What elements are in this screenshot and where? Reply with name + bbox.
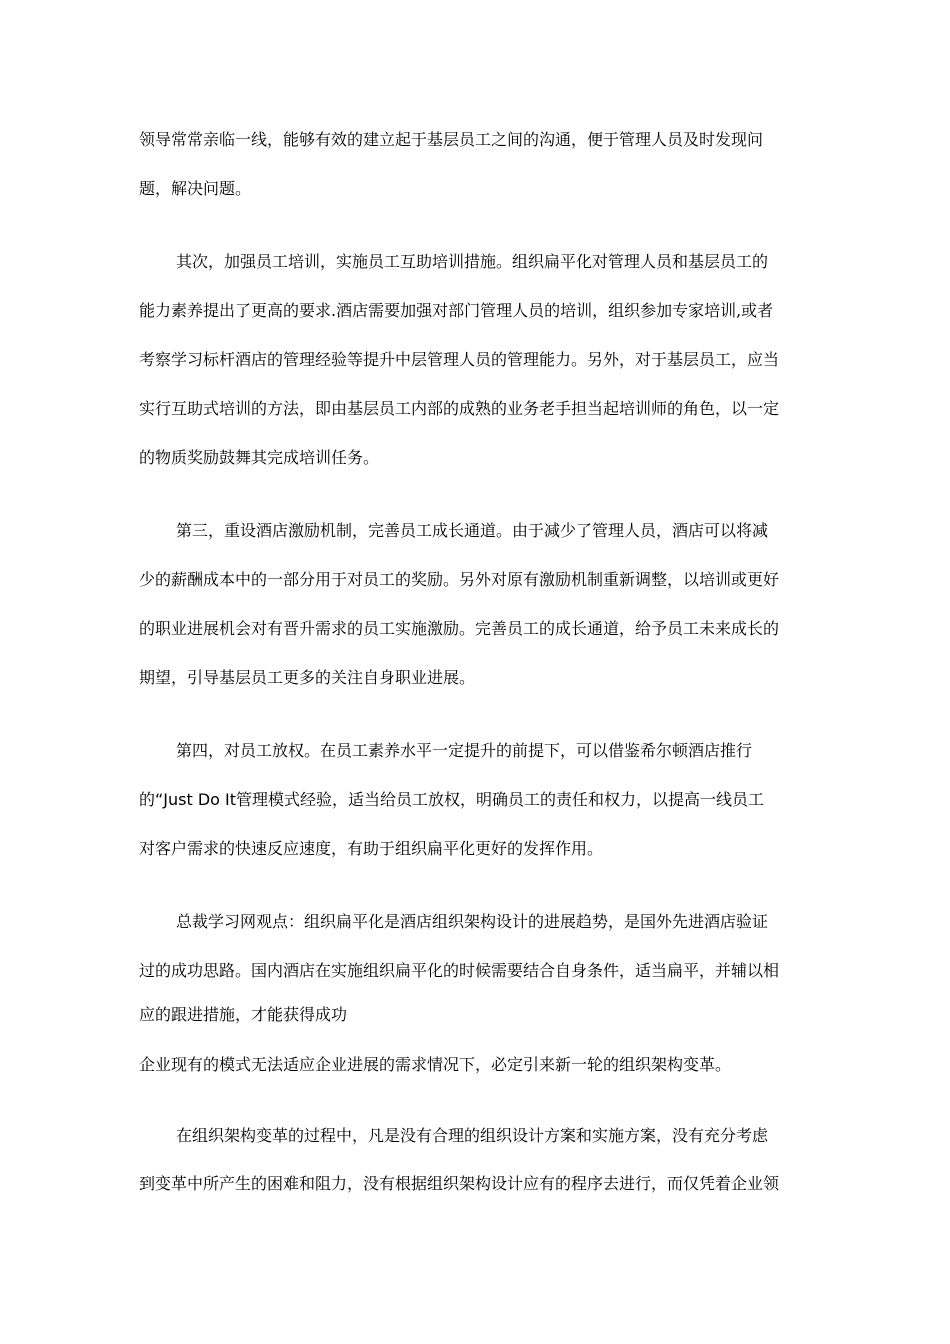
paragraph-4-line-2-before: 的 — [139, 790, 156, 809]
paragraph-1-line-1: 领导常常亲临一线，能够有效的建立起于基层员工之间的沟通，便于管理人员及时发现问 — [139, 130, 764, 149]
paragraph-5-line-3: 应的跟进措施，才能获得成功 — [139, 1005, 348, 1024]
paragraph-4-line-2-latin: “Just Do It — [155, 790, 237, 809]
paragraph-4-line-3: 对客户需求的快速反应速度，有助于组织扁平化更好的发挥作用。 — [139, 839, 604, 858]
paragraph-6-line-2: 到变革中所产生的困难和阻力，没有根据组织架构设计应有的程序去进行，而仅凭着企业领 — [139, 1174, 780, 1193]
paragraph-2-line-3: 考察学习标杆酒店的管理经验等提升中层管理人员的管理能力。另外，对于基层员工，应当 — [139, 350, 780, 369]
paragraph-4-line-2 — [139, 789, 829, 811]
paragraph-4-line-2-after: 管理模式经验，适当给员工放权，明确员工的责任和权力，以提高一线员工 — [236, 790, 765, 809]
paragraph-1-line-2: 题，解决问题。 — [139, 179, 252, 198]
paragraph-2-line-1: 其次，加强员工培训，实施员工互助培训措施。组织扁平化对管理人员和基层员工的 — [176, 252, 769, 271]
paragraph-5-line-4: 企业现有的模式无法适应企业进展的需求情况下，必定引来新一轮的组织架构变革。 — [139, 1055, 732, 1074]
paragraph-5-line-1: 总裁学习网观点：组织扁平化是酒店组织架构设计的进展趋势，是国外先进酒店验证 — [176, 912, 769, 931]
paragraph-3-line-2: 少的薪酬成本中的一部分用于对员工的奖励。另外对原有激励机制重新调整，以培训或更好 — [139, 570, 780, 589]
paragraph-2-line-4: 实行互助式培训的方法，即由基层员工内部的成熟的业务老手担当起培训师的角色，以一定 — [139, 399, 780, 418]
paragraph-3-line-1: 第三，重设酒店激励机制，完善员工成长通道。由于减少了管理人员，酒店可以将减 — [176, 521, 769, 540]
paragraph-6-line-1: 在组织架构变革的过程中，凡是没有合理的组织设计方案和实施方案，没有充分考虑 — [176, 1126, 769, 1145]
paragraph-2-line-5: 的物质奖励鼓舞其完成培训任务。 — [139, 448, 380, 467]
paragraph-3-line-4: 期望，引导基层员工更多的关注自身职业进展。 — [139, 668, 476, 687]
paragraph-4-line-1: 第四，对员工放权。在员工素养水平一定提升的前提下，可以借鉴希尔顿酒店推行 — [176, 741, 753, 760]
paragraph-5-line-2: 过的成功思路。国内酒店在实施组织扁平化的时候需要结合自身条件，适当扁平，并辅以相 — [139, 961, 780, 980]
paragraph-3-line-3: 的职业进展机会对有晋升需求的员工实施激励。完善员工的成长通道，给予员工未来成长的 — [139, 619, 780, 638]
paragraph-2-line-2: 能力素养提出了更高的要求.酒店需要加强对部门管理人员的培训，组织参加专家培训,或者 — [139, 301, 774, 320]
